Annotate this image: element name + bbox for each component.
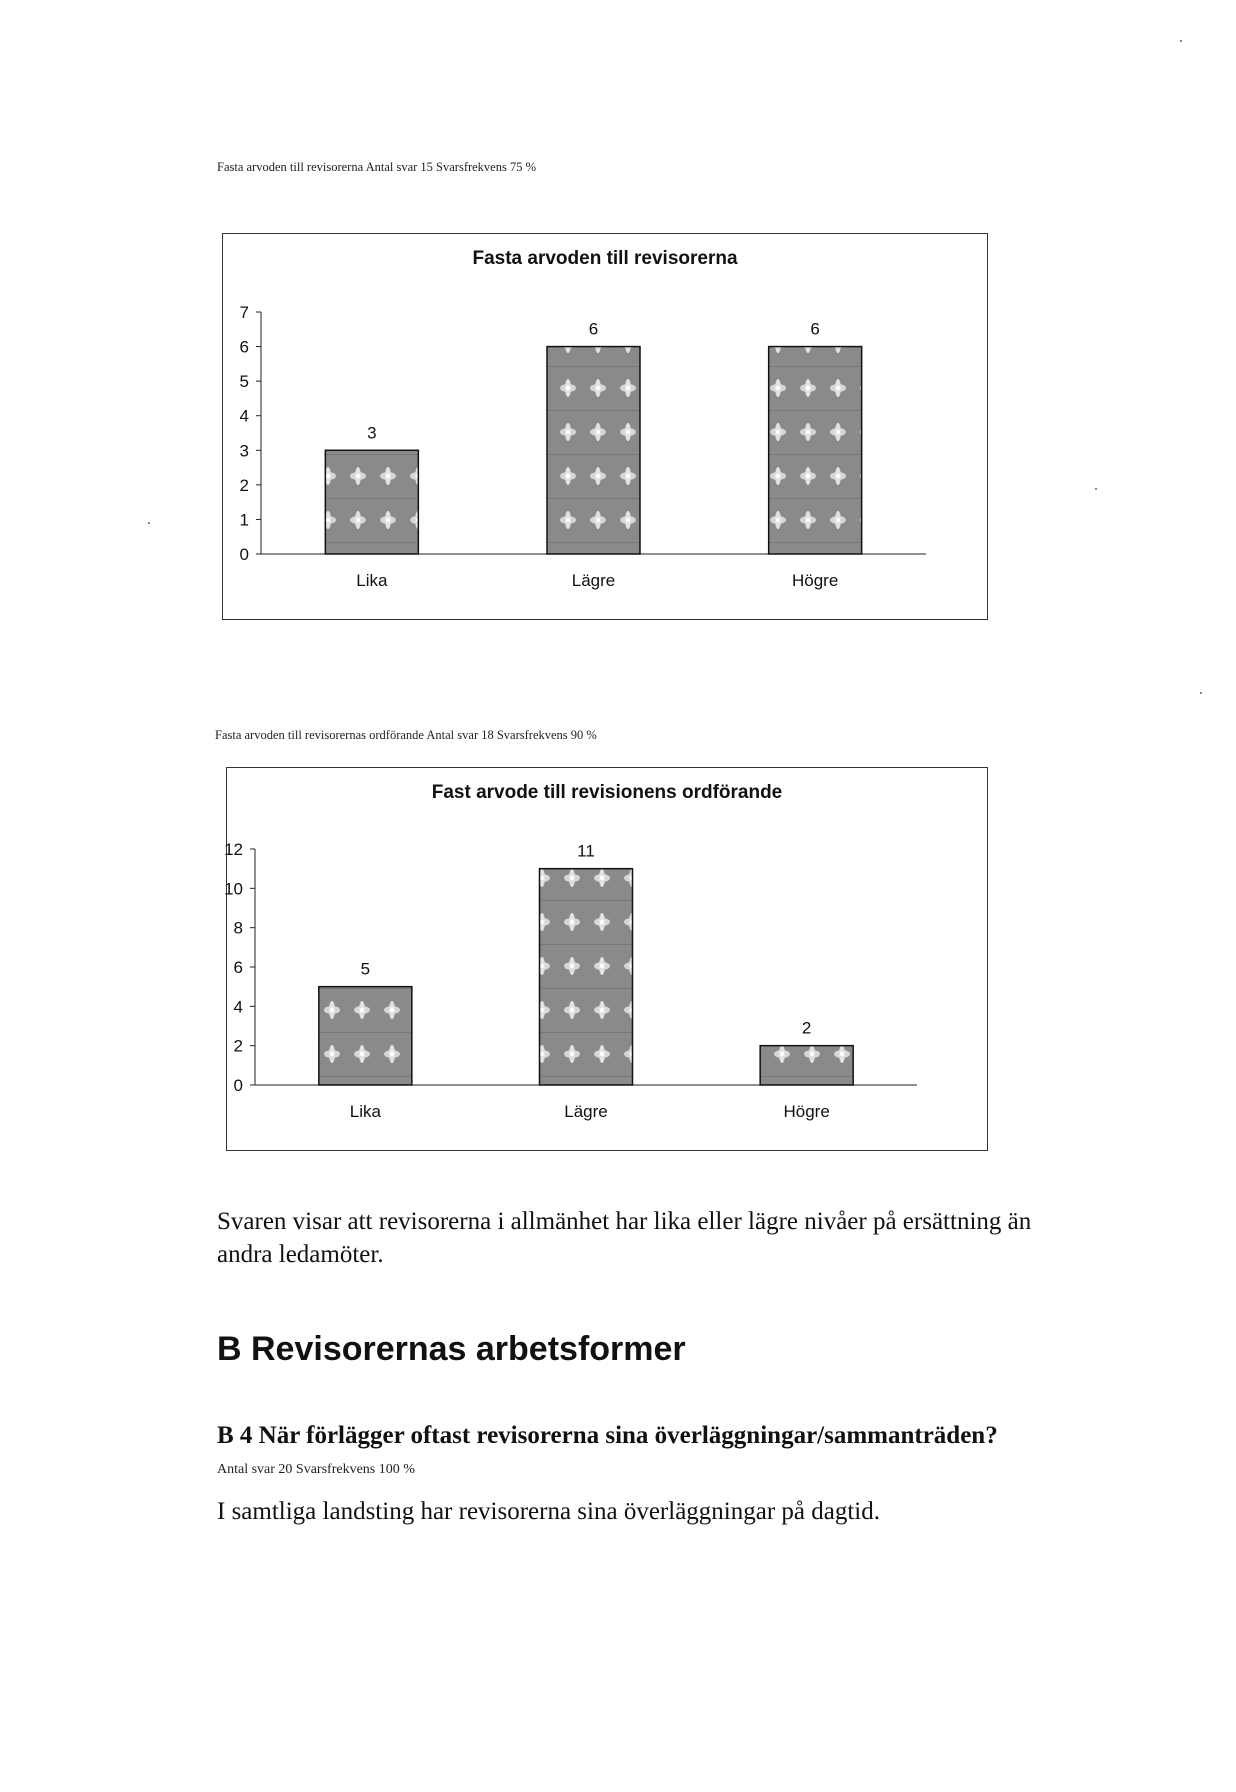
data-label: 3 [367, 423, 377, 443]
chart1-plot [223, 234, 987, 619]
chart1-title: Fasta arvoden till revisorerna [472, 248, 738, 269]
data-label: 6 [588, 319, 599, 339]
data-label: 6 [810, 319, 820, 339]
y-tick-label: 0 [233, 1076, 243, 1095]
chart2-plot [224, 768, 987, 1150]
y-tick-label: 6 [233, 958, 243, 977]
y-tick-label: 7 [239, 303, 249, 322]
question-answer: I samtliga landsting har revisorerna sina överläggningar på dagtid. [217, 1498, 880, 1525]
summary-paragraph: Svaren visar att revisorerna i allmänhet har lika eller lägre nivåer på ersättning än andra ledamöter. [217, 1208, 1032, 1268]
question-heading: B 4 När förlägger oftast revisorerna sina överläggningar/sammanträden? [217, 1422, 998, 1449]
y-tick-label: 3 [239, 441, 249, 461]
data-label: 5 [360, 959, 371, 979]
y-tick-label: 4 [233, 997, 243, 1017]
chart2-title: Fast arvode till revisionens ordförande [431, 782, 783, 803]
y-tick-label: 2 [239, 475, 249, 495]
y-tick-label: 0 [239, 545, 249, 564]
y-tick-label: 10 [224, 879, 243, 899]
bar [319, 987, 412, 1085]
bar [760, 1046, 853, 1085]
bar [547, 347, 640, 554]
y-tick-label: 12 [224, 840, 243, 859]
data-label: 2 [801, 1018, 812, 1038]
scan-speck [148, 522, 150, 524]
chart2-frame [226, 767, 988, 1151]
chart1-frame [222, 233, 988, 620]
scan-speck [1200, 692, 1202, 694]
category-label: Lägre [564, 1102, 608, 1121]
category-label: Lika [356, 571, 388, 590]
section-heading: B Revisorernas arbetsformer [217, 1330, 686, 1368]
y-tick-label: 4 [239, 406, 249, 426]
chart1-caption: Fasta arvoden till revisorerna Antal svar 15 Svarsfrekvens 75 % [217, 160, 537, 174]
category-label: Högre [792, 571, 839, 590]
y-tick-label: 8 [233, 918, 243, 938]
scan-speck [1180, 40, 1182, 42]
bar [769, 347, 862, 554]
y-tick-label: 5 [239, 372, 249, 392]
chart2-caption: Fasta arvoden till revisorernas ordförande Antal svar 18 Svarsfrekvens 90 % [215, 728, 597, 742]
scan-speck [1095, 488, 1097, 490]
y-tick-label: 2 [233, 1036, 243, 1056]
y-tick-label: 6 [239, 337, 249, 357]
y-tick-label: 1 [239, 510, 249, 530]
category-label: Lägre [571, 571, 616, 590]
bar [540, 869, 633, 1085]
data-label: 11 [577, 841, 595, 861]
category-label: Högre [783, 1102, 830, 1121]
question-meta: Antal svar 20 Svarsfrekvens 100 % [217, 1462, 415, 1477]
category-label: Lika [349, 1102, 381, 1121]
bar [325, 450, 418, 554]
